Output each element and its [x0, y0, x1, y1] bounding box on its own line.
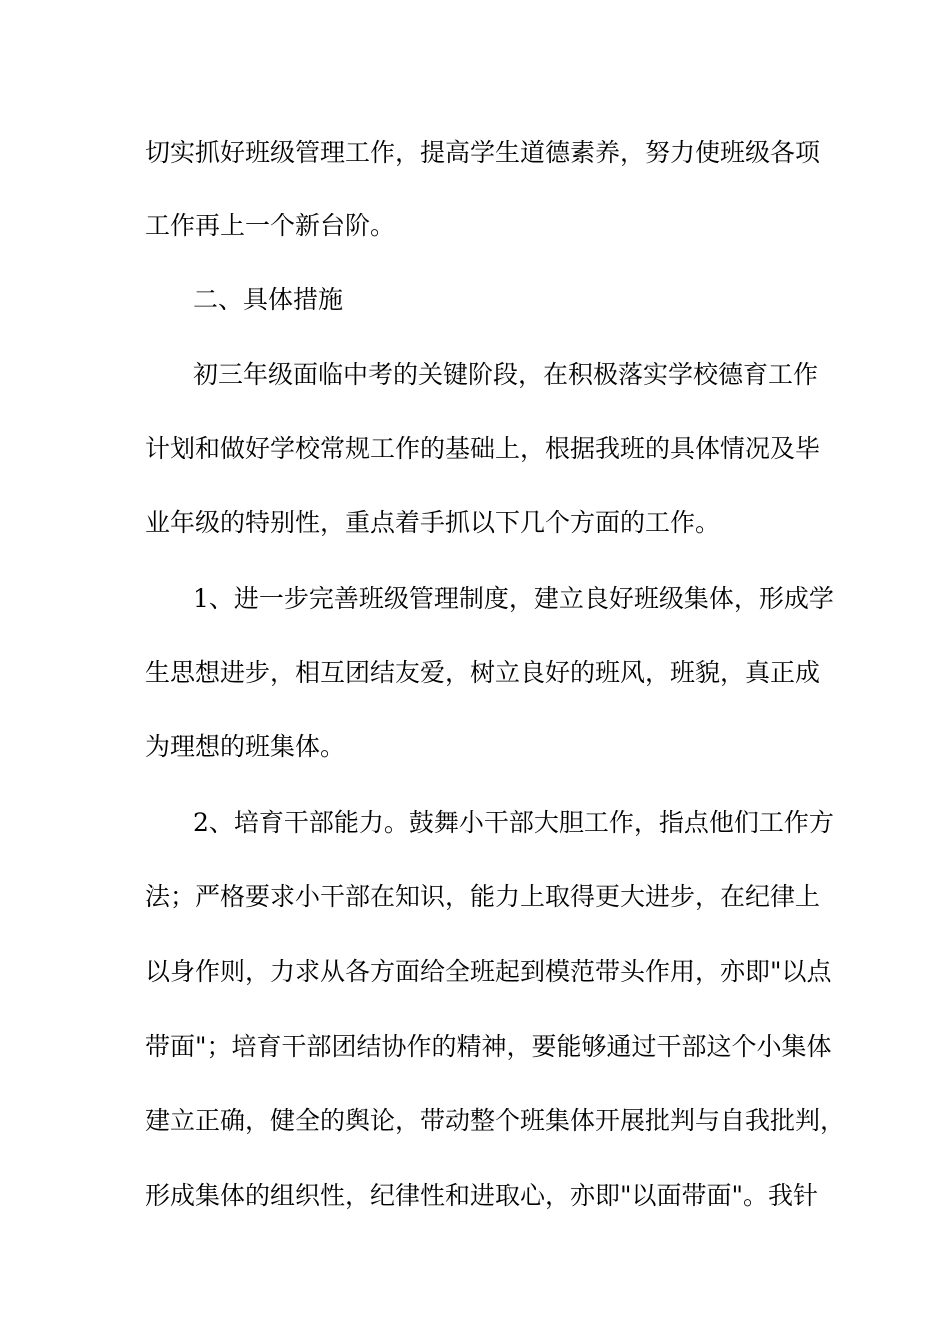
text-line-14: 建立正确，健全的舆论，带动整个班集体开展批判与自我批判，: [145, 1106, 846, 1135]
text-line-13: 带面"；培育干部团结协作的精神，要能够通过干部这个小集体: [145, 1032, 832, 1061]
text-line-2: 工作再上一个新台阶。: [145, 211, 396, 240]
text-line-15: 形成集体的组织性，纪律性和进取心，亦即"以面带面"。我针: [145, 1181, 819, 1210]
text-line-7: 1、进一步完善班级管理制度，建立良好班级集体，形成学: [193, 584, 834, 613]
text-line-6: 业年级的特别性，重点着手抓以下几个方面的工作。: [145, 508, 721, 537]
text-line-4: 初三年级面临中考的关键阶段，在积极落实学校德育工作: [193, 360, 819, 389]
text-line-12: 以身作则，力求从各方面给全班起到模范带头作用，亦即"以点: [145, 957, 832, 986]
text-line-10: 2、培育干部能力。鼓舞小干部大胆工作，指点他们工作方: [193, 808, 834, 837]
text-line-11: 法；严格要求小干部在知识，能力上取得更大进步，在纪律上: [145, 882, 821, 911]
text-line-8: 生思想进步，相互团结友爱，树立良好的班风，班貌，真正成: [145, 658, 821, 687]
text-line-1: 切实抓好班级管理工作，提高学生道德素养，努力使班级各项: [145, 138, 821, 167]
text-line-9: 为理想的班集体。: [145, 732, 346, 761]
text-line-5: 计划和做好学校常规工作的基础上，根据我班的具体情况及毕: [145, 434, 821, 463]
section-heading: 二、具体措施: [193, 285, 344, 314]
